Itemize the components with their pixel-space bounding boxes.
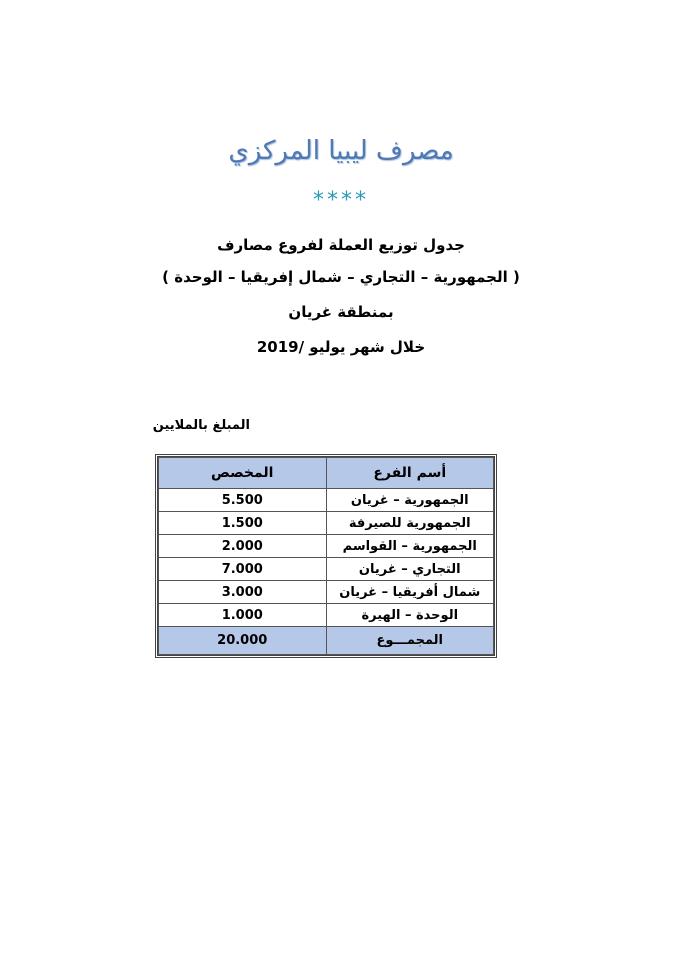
- branch-cell: الجمهورية – القواسم: [326, 535, 494, 558]
- total-amount: 20.000: [159, 627, 327, 655]
- header-branch-name: أسم الفرع: [326, 458, 494, 489]
- heading-line-3: بمنطقة غريان: [288, 303, 394, 321]
- amount-cell: 7.000: [159, 558, 327, 581]
- heading-line-1: جدول توزيع العملة لفروع مصارف: [217, 236, 465, 254]
- amount-cell: 1.000: [159, 604, 327, 627]
- unit-note: المبلغ بالملايين: [152, 418, 250, 433]
- total-row: [159, 627, 494, 655]
- table-row: [159, 581, 494, 604]
- amount-cell: 2.000: [159, 535, 327, 558]
- distribution-table: [155, 454, 497, 658]
- table-row: [159, 558, 494, 581]
- table-row: [159, 489, 494, 512]
- branch-cell: التجاري – غريان: [326, 558, 494, 581]
- amount-cell: 5.500: [159, 489, 327, 512]
- table-header-row: [159, 458, 494, 489]
- branch-cell: الجمهورية للصيرفة: [326, 512, 494, 535]
- branch-cell: الجمهورية – غريان: [326, 489, 494, 512]
- total-label: المجمـــوع: [326, 627, 494, 655]
- bank-name-title: مصرف ليبيا المركزي: [228, 136, 454, 166]
- amount-cell: 1.500: [159, 512, 327, 535]
- table-row: [159, 512, 494, 535]
- decorative-stars: ****: [313, 188, 369, 213]
- table-row: [159, 604, 494, 627]
- heading-line-2: ( الجمهورية – التجاري – شمال إفريقيا – الوحدة ): [162, 268, 520, 286]
- branch-cell: شمال أفريقيا – غريان: [326, 581, 494, 604]
- heading-line-4: خلال شهر يوليو /2019: [256, 338, 426, 356]
- header-amount: المخصص: [159, 458, 327, 489]
- branch-cell: الوحدة – الهيرة: [326, 604, 494, 627]
- amount-cell: 3.000: [159, 581, 327, 604]
- table-row: [159, 535, 494, 558]
